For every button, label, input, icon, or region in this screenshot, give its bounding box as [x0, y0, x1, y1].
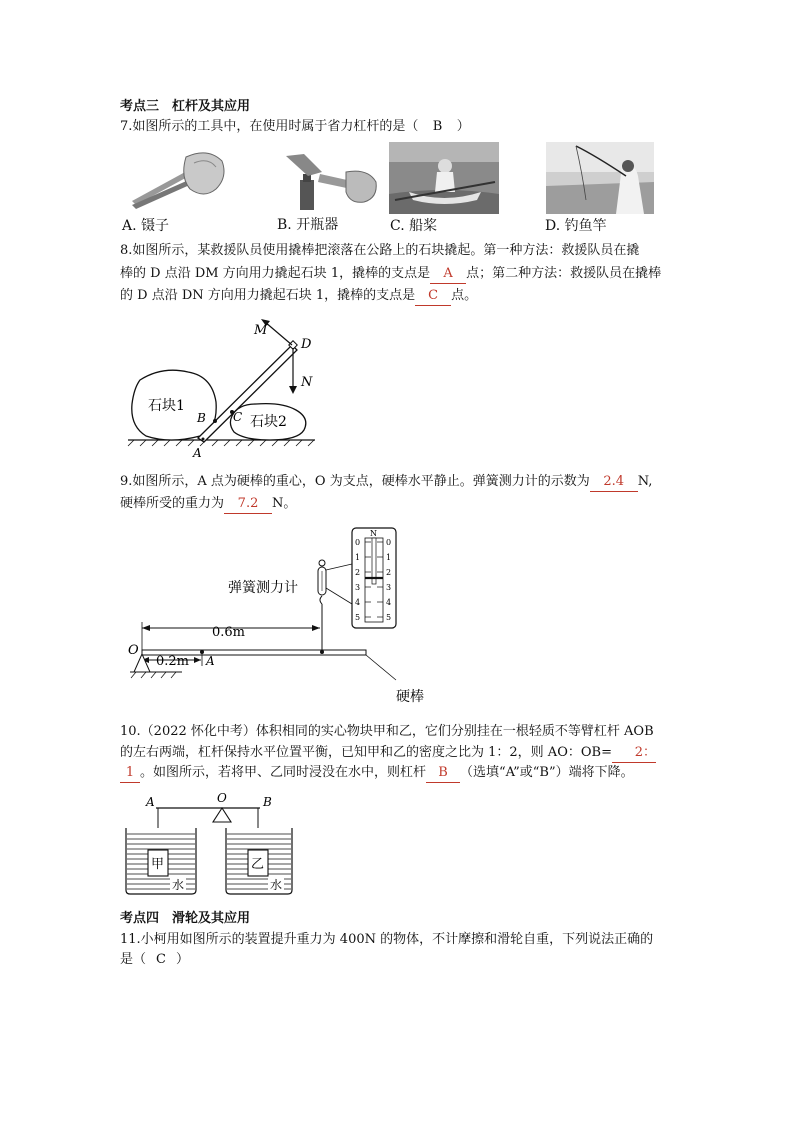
option-c-label: C. 船桨 [390, 218, 438, 234]
svg-text:0: 0 [355, 538, 361, 547]
q9-answer-1: 2.4 [590, 473, 638, 492]
lever-label-B: B [263, 795, 272, 809]
lever-water-figure [122, 790, 302, 898]
lever-label-O: O [217, 791, 227, 805]
bottle-opener-image [276, 150, 380, 212]
question-7 [120, 118, 470, 136]
svg-text:0: 0 [386, 538, 392, 547]
block-jia-label: 甲 [151, 857, 165, 872]
q11-answer: C [156, 952, 166, 967]
svg-text:4: 4 [386, 598, 392, 607]
label-B: B [197, 411, 206, 425]
label-stone-2: 石块2 [250, 414, 287, 430]
label-O-pivot: O [128, 643, 139, 658]
water-label-right: 水 [270, 878, 283, 892]
q11-line-2: 是（ C ） [120, 952, 190, 967]
svg-text:1: 1 [355, 553, 361, 562]
section-title-4: 考点四 滑轮及其应用 [120, 911, 251, 926]
q9-answer-2: 7.2 [224, 495, 272, 514]
svg-text:4: 4 [355, 598, 361, 607]
q8-answer-2: C [415, 287, 451, 306]
q8-answer-1: A [430, 265, 466, 284]
q8-line-3: 的 D 点沿 DN 方向用力撬起石块 1，撬棒的支点是 C 点。 [120, 287, 477, 306]
crowbar-figure [120, 318, 330, 463]
svg-text:3: 3 [355, 583, 361, 592]
option-a-label: A. 镊子 [122, 218, 170, 234]
q7-stem: 7.如图所示的工具中，在使用时属于省力杠杆的是（ [120, 119, 419, 134]
label-M: M [254, 323, 268, 338]
svg-text:2: 2 [386, 568, 392, 577]
q11-line-1: 11.小柯用如图所示的装置提升重力为 400N 的物体，不计摩擦和滑轮自重，下列说法正确的 [120, 932, 654, 947]
boat-paddle-image [389, 142, 499, 214]
svg-text:1: 1 [386, 553, 392, 562]
spring-scale-figure [122, 524, 442, 710]
q7-close: ） [456, 119, 470, 134]
label-A-point: A [206, 654, 215, 668]
spring-scale-label: 弹簧测力计 [228, 580, 298, 596]
svg-text:5: 5 [386, 613, 392, 622]
q10-line-2: 的左右两端，杠杆保持水平位置平衡，已知甲和乙的密度之比为 1：2，则 AO：OB= 2： [120, 744, 656, 763]
label-C: C [233, 410, 243, 424]
q8-line-2: 棒的 D 点沿 DM 方向用力撬起石块 1，撬棒的支点是 A 点；第二种方法：救援队员在撬棒 [120, 265, 661, 284]
q10-answer-2: B [426, 764, 460, 783]
q8-line-1: 8.如图所示，某救援队员使用撬棒把滚落在公路上的石块撬起。第一种方法：救援队员在撬 [120, 243, 640, 258]
lever-label-A: A [146, 795, 155, 809]
label-D: D [301, 337, 312, 352]
hard-rod-label: 硬棒 [396, 689, 424, 705]
q9-line-2: 硬棒所受的重力为 7.2 N。 [120, 495, 296, 514]
scale-unit: N [370, 529, 377, 538]
fishing-rod-image [546, 142, 654, 214]
q10-line-3: 1 。如图所示，若将甲、乙同时浸没在水中，则杠杆 B （选填“A”或“B”）端将下降。 [120, 764, 634, 783]
svg-text:2: 2 [355, 568, 361, 577]
block-yi-label: 乙 [251, 857, 265, 872]
label-N: N [301, 375, 313, 390]
q10-line-1: 10.（2022 怀化中考）体积相同的实心物块甲和乙，它们分别挂在一根轻质不等臂杠杆 AOB [120, 724, 654, 739]
option-b-label: B. 开瓶器 [277, 217, 339, 233]
svg-text:3: 3 [386, 583, 392, 592]
option-d-label: D. 钓鱼竿 [545, 218, 607, 234]
distance-0-2m: 0.2m [156, 654, 190, 669]
q9-line-1: 9.如图所示，A 点为硬棒的重心，O 为支点，硬棒水平静止。弹簧测力计的示数为 2.4 N, [120, 473, 652, 492]
label-A: A [193, 446, 202, 460]
q10-answer-1a: 2： [612, 744, 656, 763]
distance-0-6m: 0.6m [212, 625, 246, 640]
water-label-left: 水 [172, 878, 185, 892]
label-stone-1: 石块1 [148, 398, 185, 414]
section-title: 考点三 杠杆及其应用 [120, 99, 251, 114]
q10-answer-1b: 1 [120, 764, 140, 783]
svg-text:5: 5 [355, 613, 361, 622]
tweezers-image [128, 143, 228, 213]
q7-answer: B [432, 119, 443, 134]
